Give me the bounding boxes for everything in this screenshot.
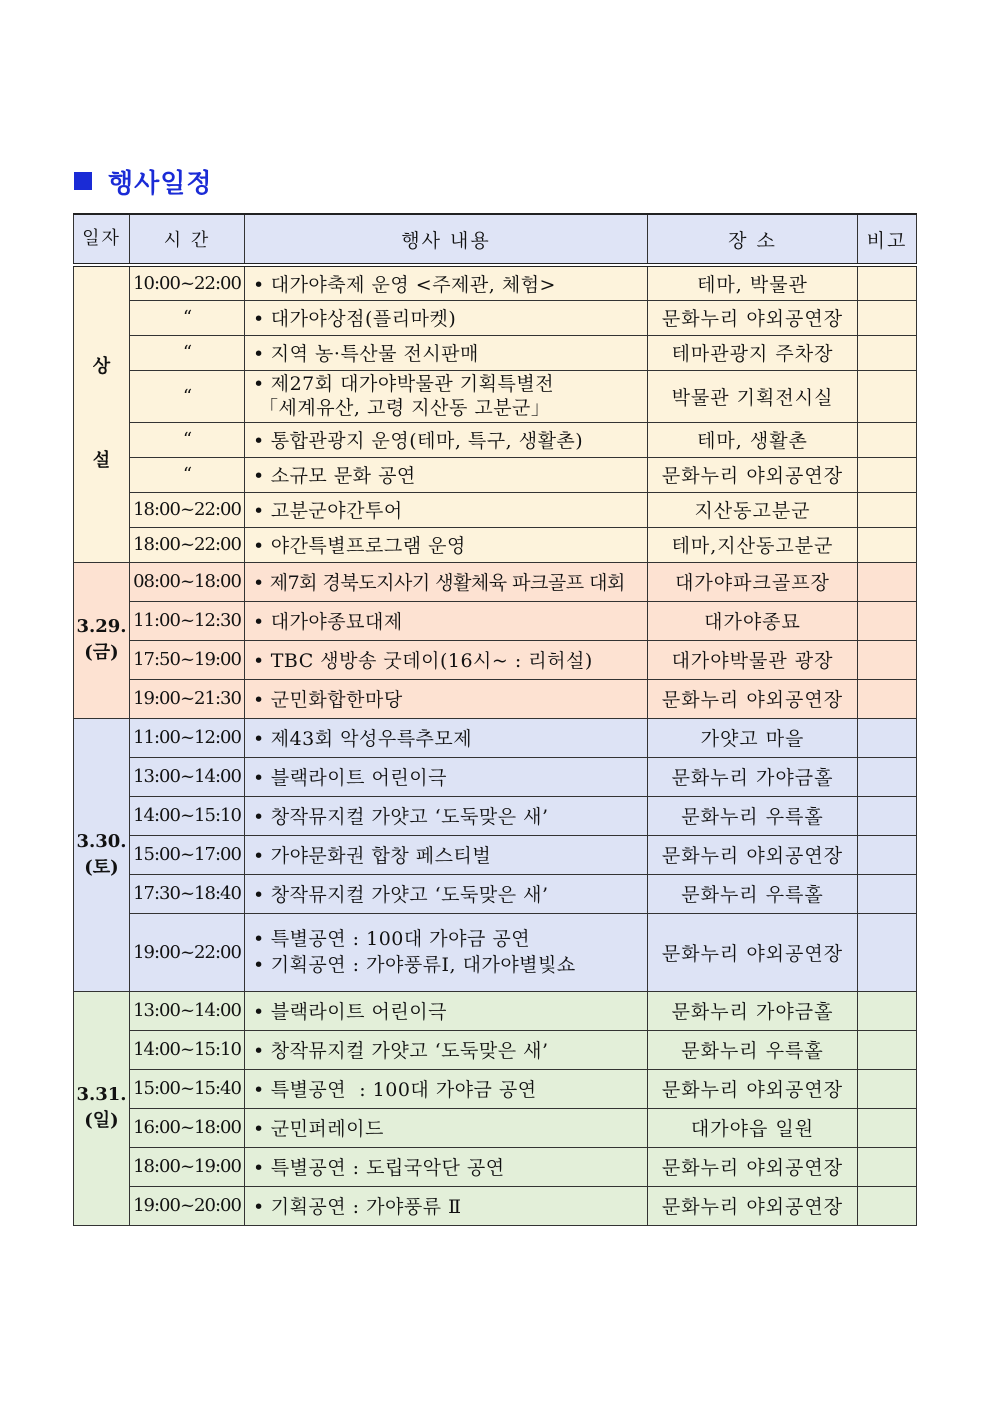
place-cell: 문화누리 우륵홀 — [648, 874, 858, 913]
note-cell — [858, 300, 917, 335]
note-cell — [858, 835, 917, 874]
place-cell: 문화누리 야외공연장 — [648, 1147, 858, 1186]
bullet-icon: • — [253, 1118, 265, 1140]
content-cell: • 블랙라이트 어린이극 — [245, 757, 648, 796]
note-cell — [858, 422, 917, 457]
place-cell: 박물관 기획전시실 — [648, 370, 858, 422]
place-cell: 문화누리 우륵홀 — [648, 796, 858, 835]
date-weekday: (금) — [84, 642, 119, 663]
date-label: 상 — [92, 356, 111, 378]
place-cell: 지산동고분군 — [648, 492, 858, 527]
header-place: 장 소 — [648, 214, 858, 265]
table-row — [74, 913, 917, 991]
note-cell — [858, 874, 917, 913]
content-cell: • 기획공연 : 가야풍류 Ⅱ — [245, 1186, 648, 1225]
bullet-icon: • — [253, 535, 265, 557]
bullet-icon: • — [253, 430, 265, 452]
content-cell: • 창작뮤지컬 가얏고 ‘도둑맞은 새’ — [245, 874, 648, 913]
content-cell: • 대가야종묘대제 — [245, 601, 648, 640]
date-cell — [74, 562, 130, 718]
time-cell: “ — [130, 300, 245, 335]
bullet-icon: • — [253, 689, 265, 711]
note-cell — [858, 601, 917, 640]
content-cell: • 대가야상점(플리마켓) — [245, 300, 648, 335]
bullet-icon: • — [253, 308, 265, 330]
note-cell — [858, 757, 917, 796]
bullet-icon: • — [253, 1079, 265, 1101]
time-cell: 14:00~15:10 — [130, 1030, 245, 1069]
table-row — [74, 265, 917, 300]
date-cell — [74, 991, 130, 1225]
content-cell: • 특별공연 : 100대 가야금 공연 — [245, 1069, 648, 1108]
time-cell: “ — [130, 457, 245, 492]
table-row — [74, 1108, 917, 1147]
content-cell: • 블랙라이트 어린이극 — [245, 991, 648, 1030]
note-cell — [858, 1030, 917, 1069]
table-row — [74, 492, 917, 527]
note-cell — [858, 1186, 917, 1225]
time-cell: “ — [130, 370, 245, 422]
content-cell: • 통합관광지 운영(테마, 특구, 생활촌) — [245, 422, 648, 457]
table-row — [74, 457, 917, 492]
place-cell: 문화누리 우륵홀 — [648, 1030, 858, 1069]
time-cell: “ — [130, 422, 245, 457]
place-cell: 테마, 박물관 — [648, 265, 858, 300]
time-cell: 10:00~22:00 — [130, 265, 245, 300]
date-label: 3.30. — [76, 830, 127, 852]
place-cell: 테마관광지 주차장 — [648, 335, 858, 370]
place-cell: 문화누리 야외공연장 — [648, 300, 858, 335]
note-cell — [858, 796, 917, 835]
note-cell — [858, 679, 917, 718]
table-row — [74, 679, 917, 718]
square-bullet-icon — [74, 172, 92, 190]
note-cell — [858, 562, 917, 601]
time-cell: 15:00~17:00 — [130, 835, 245, 874]
content-cell: • TBC 생방송 굿데이(16시~ : 리허설) — [245, 640, 648, 679]
bullet-icon: • — [253, 845, 265, 867]
place-cell: 문화누리 가야금홀 — [648, 757, 858, 796]
table-row — [74, 1030, 917, 1069]
note-cell — [858, 718, 917, 757]
table-row — [74, 527, 917, 562]
content-cell: • 지역 농·특산물 전시판매 — [245, 335, 648, 370]
time-cell: 11:00~12:30 — [130, 601, 245, 640]
time-cell: 14:00~15:10 — [130, 796, 245, 835]
bullet-icon: • — [253, 884, 265, 906]
time-cell: 13:00~14:00 — [130, 991, 245, 1030]
table-row — [74, 796, 917, 835]
date-label: 3.31. — [76, 1084, 127, 1105]
bullet-icon: • — [253, 806, 265, 828]
time-cell: 18:00~22:00 — [130, 492, 245, 527]
bullet-icon: • — [253, 1157, 265, 1179]
note-cell — [858, 640, 917, 679]
note-cell — [858, 1108, 917, 1147]
time-cell: 17:50~19:00 — [130, 640, 245, 679]
place-cell: 문화누리 야외공연장 — [648, 1069, 858, 1108]
content-cell: • 특별공연 : 도립국악단 공연 — [245, 1147, 648, 1186]
bullet-icon: • — [253, 273, 265, 296]
bullet-icon: • — [253, 650, 265, 672]
place-cell: 대가야종묘 — [648, 601, 858, 640]
time-cell: “ — [130, 335, 245, 370]
bullet-icon: • — [253, 611, 265, 633]
bullet-icon: • — [253, 500, 265, 522]
content-cell: • 고분군야간투어 — [245, 492, 648, 527]
page-title: 행사일정 — [108, 168, 213, 199]
note-cell — [858, 335, 917, 370]
table-row — [74, 874, 917, 913]
content-cell: • 제27회 대가야박물관 기획특별전 「세계유산, 고령 지산동 고분군」 — [245, 370, 648, 422]
place-cell: 테마, 생활촌 — [648, 422, 858, 457]
content-cell: • 야간특별프로그램 운영 — [245, 527, 648, 562]
time-cell: 16:00~18:00 — [130, 1108, 245, 1147]
note-cell — [858, 913, 917, 991]
bullet-icon: • — [253, 954, 265, 976]
bullet-icon: • — [253, 465, 265, 487]
content-cell: • 제7회 경북도지사기 생활체육 파크골프 대회 — [245, 562, 648, 601]
table-row — [74, 300, 917, 335]
time-cell: 18:00~19:00 — [130, 1147, 245, 1186]
note-cell — [858, 1069, 917, 1108]
date-weekday: (토) — [84, 856, 119, 878]
bullet-icon: • — [253, 1040, 265, 1062]
place-cell: 대가야읍 일원 — [648, 1108, 858, 1147]
bullet-icon: • — [253, 928, 265, 950]
place-cell: 대가야파크골프장 — [648, 562, 858, 601]
table-row — [74, 1069, 917, 1108]
table-row — [74, 718, 917, 757]
note-cell — [858, 457, 917, 492]
schedule-table — [73, 213, 917, 1226]
time-cell: 17:30~18:40 — [130, 874, 245, 913]
header-time: 시 간 — [130, 214, 245, 265]
content-cell: • 가야문화권 합창 페스티벌 — [245, 835, 648, 874]
note-cell — [858, 991, 917, 1030]
content-cell: • 군민퍼레이드 — [245, 1108, 648, 1147]
note-cell — [858, 527, 917, 562]
table-row — [74, 422, 917, 457]
bullet-icon: • — [253, 1001, 265, 1023]
time-cell: 13:00~14:00 — [130, 757, 245, 796]
table-row — [74, 991, 917, 1030]
table-row — [74, 1147, 917, 1186]
date-cell — [74, 265, 130, 562]
content-cell: • 창작뮤지컬 가얏고 ‘도둑맞은 새’ — [245, 1030, 648, 1069]
bullet-icon: • — [253, 1196, 265, 1218]
header-date: 일자 — [74, 214, 130, 265]
bullet-icon: • — [253, 343, 265, 365]
content-cell: • 소규모 문화 공연 — [245, 457, 648, 492]
header-content: 행사 내용 — [245, 214, 648, 265]
bullet-icon: • — [253, 373, 265, 395]
date-label: 3.29. — [76, 616, 127, 637]
date-weekday: (일) — [84, 1110, 119, 1131]
content-cell: • 특별공연 : 100대 가야금 공연 • 기획공연 : 가야풍류Ⅰ, 대가야별빛쇼 — [245, 913, 648, 991]
bullet-icon: • — [253, 572, 264, 594]
date-label: 설 — [92, 450, 111, 472]
content-cell: • 대가야축제 운영 <주제관, 체험> — [245, 265, 648, 300]
place-cell: 문화누리 야외공연장 — [648, 1186, 858, 1225]
table-row — [74, 757, 917, 796]
place-cell: 테마,지산동고분군 — [648, 527, 858, 562]
time-cell: 15:00~15:40 — [130, 1069, 245, 1108]
bullet-icon: • — [253, 767, 265, 789]
note-cell — [858, 265, 917, 300]
table-row — [74, 601, 917, 640]
date-cell — [74, 718, 130, 991]
note-cell — [858, 1147, 917, 1186]
place-cell: 문화누리 가야금홀 — [648, 991, 858, 1030]
time-cell: 19:00~21:30 — [130, 679, 245, 718]
time-cell: 11:00~12:00 — [130, 718, 245, 757]
bullet-icon: • — [253, 728, 265, 750]
table-row — [74, 835, 917, 874]
section-heading — [74, 163, 212, 199]
table-row — [74, 562, 917, 601]
note-cell — [858, 492, 917, 527]
time-cell: 19:00~22:00 — [130, 913, 245, 991]
header-note: 비고 — [858, 214, 917, 265]
time-cell: 18:00~22:00 — [130, 527, 245, 562]
table-row — [74, 335, 917, 370]
table-row — [74, 370, 917, 422]
table-row — [74, 640, 917, 679]
place-cell: 가얏고 마을 — [648, 718, 858, 757]
place-cell: 문화누리 야외공연장 — [648, 913, 858, 991]
place-cell: 문화누리 야외공연장 — [648, 457, 858, 492]
place-cell: 문화누리 야외공연장 — [648, 679, 858, 718]
content-cell: • 창작뮤지컬 가얏고 ‘도둑맞은 새’ — [245, 796, 648, 835]
note-cell — [858, 370, 917, 422]
place-cell: 문화누리 야외공연장 — [648, 835, 858, 874]
table-row — [74, 1186, 917, 1225]
content-cell: • 제43회 악성우륵추모제 — [245, 718, 648, 757]
time-cell: 08:00~18:00 — [130, 562, 245, 601]
content-cell: • 군민화합한마당 — [245, 679, 648, 718]
time-cell: 19:00~20:00 — [130, 1186, 245, 1225]
place-cell: 대가야박물관 광장 — [648, 640, 858, 679]
